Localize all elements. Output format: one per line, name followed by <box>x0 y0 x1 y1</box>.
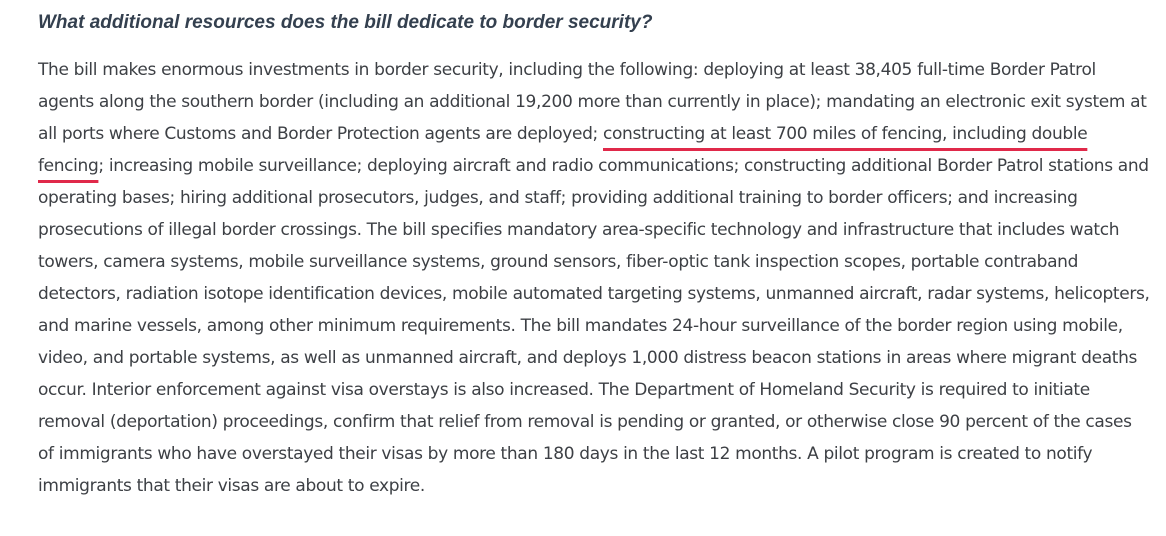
answer-text-before: The bill makes enormous investments in border security, including the following: deploying at least 38,405 full-time Border Patrol agents along the southern border (including an additional 19,200 more than currently in place); mandating an electronic exit system at all ports where Customs and Border Protection agents are deployed; <box>38 60 1147 144</box>
highlighted-fencing-phrase: constructing at least 700 miles of fencing, including double fencing <box>38 124 1088 176</box>
faq-section <box>38 10 1150 502</box>
faq-question-heading: What additional resources does the bill dedicate to border security? <box>38 12 653 33</box>
answer-text-after: ; increasing mobile surveillance; deploying aircraft and radio communications; constructing additional Border Patrol stations and operating bases; hiring additional prosecutors, judges, and staff; providing additional training to border officers; and increasing prosecutions of illegal border crossings. The bill specifies mandatory area-specific technology and infrastructure that includes watch towers, camera systems, mobile surveillance systems, ground sensors, fiber-optic tank inspection scopes, portable contraband detectors, radiation isotope identification devices, mobile automated targeting systems, unmanned aircraft, radar systems, helicopters, and marine vessels, among other minimum requirements. The bill mandates 24-hour surveillance of the border region using mobile, video, and portable systems, as well as unmanned aircraft, and deploys 1,000 distress beacon stations in areas where migrant deaths occur. Interior enforcement against visa overstays is also increased. The Department of Homeland Security is required to initiate removal (deportation) proceedings, confirm that relief from removal is pending or granted, or otherwise close 90 percent of the cases of immigrants who have overstayed their visas by more than 180 days in the last 12 months. A pilot program is created to notify immigrants that their visas are about to expire. <box>38 156 1150 496</box>
faq-answer-paragraph <box>38 54 1150 502</box>
